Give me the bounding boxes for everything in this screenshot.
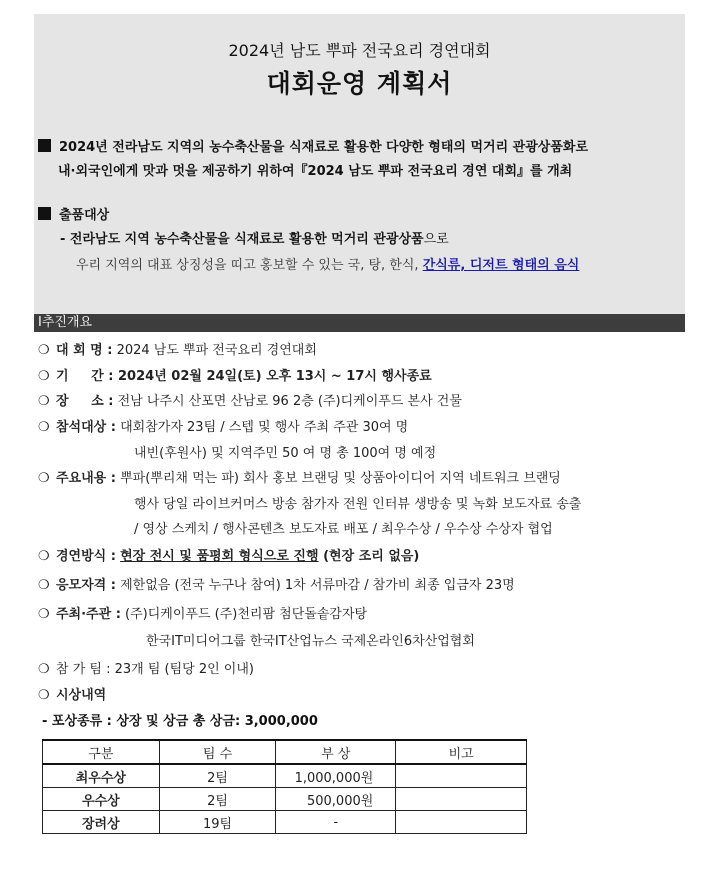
document-title: 대회운영 계획서 (266, 69, 453, 98)
prize-summary: - 포상종류 : 상장 및 상금 총 상금: 3,000,000 (42, 714, 318, 729)
square-bullet-icon (38, 139, 51, 152)
table-cell: - (276, 811, 396, 834)
item-host: ❍ 주최·주관 : (주)디케이푸드 (주)천리팜 첨단돌솥감자탕 (38, 607, 368, 622)
awards-table (42, 739, 527, 834)
table-header-cell: 비고 (396, 740, 527, 764)
item-host-cont: 한국IT미디어그룹 한국IT산업뉴스 국제온라인6차산업협회 (146, 634, 475, 649)
intro-line-1: 2024년 전라남도 지역의 농수축산물을 식재료로 활용한 다양한 형태의 먹거리 관광상품화로 (59, 140, 589, 155)
table-cell: 1,000,000원 (276, 764, 396, 788)
target-heading: 출품대상 (38, 204, 109, 223)
header-box (34, 14, 685, 314)
table-cell: 장려상 (43, 811, 160, 834)
item-method: ❍ 경연방식 : 현장 전시 및 품평회 형식으로 진행 (현장 조리 없음) (38, 549, 420, 564)
item-attendees: ❍ 참석대상 : 대회참가자 23팀 / 스텝 및 행사 주최 주관 30여 명 (38, 420, 409, 435)
table-header-row (43, 740, 527, 764)
table-row (43, 788, 527, 811)
square-bullet-icon (38, 207, 51, 220)
target-line-2: 우리 지역의 대표 상징성을 띠고 홍보할 수 있는 국, 탕, 한식, 간식류, 디저트 형태의 음식 (76, 258, 580, 273)
item-place: ❍ 장 소 : 전남 나주시 산포면 산남로 96 2층 (주)디케이푸드 본사 건물 (38, 394, 462, 409)
table-cell: 500,000원 (276, 788, 396, 811)
item-event-name: ❍ 대 회 명 : 2024 남도 뿌파 전국요리 경연대회 (38, 343, 317, 358)
item-awards: ❍ 시상내역 (38, 688, 107, 703)
table-cell (396, 764, 527, 788)
table-cell: 19팀 (159, 811, 276, 834)
circle-bullet-icon: ❍ (38, 420, 50, 435)
circle-bullet-icon: ❍ (38, 662, 50, 677)
table-cell (396, 788, 527, 811)
intro-paragraph (38, 136, 686, 184)
circle-bullet-icon: ❍ (38, 549, 50, 564)
table-row (43, 811, 527, 834)
circle-bullet-icon: ❍ (38, 688, 50, 703)
target-suffix: 으로 (423, 232, 449, 247)
table-cell: 우수상 (43, 788, 160, 811)
circle-bullet-icon: ❍ (38, 394, 50, 409)
item-qualification: ❍ 응모자격 : 제한없음 (전국 누구나 참여) 1차 서류마감 / 참가비 최종 입금자 23명 (38, 578, 515, 593)
circle-bullet-icon: ❍ (38, 471, 50, 486)
table-header-cell: 팀 수 (159, 740, 276, 764)
table-cell: 최우수상 (43, 764, 160, 788)
target-highlight: 간식류, 디저트 형태의 음식 (422, 258, 580, 273)
table-row (43, 764, 527, 788)
table-cell: 2팀 (159, 788, 276, 811)
section-title: Ⅰ추진개요 (34, 314, 685, 332)
circle-bullet-icon: ❍ (38, 369, 50, 384)
item-content-cont-1: 행사 당일 라이브커머스 방송 참가자 전원 인터뷰 생방송 및 녹화 보도자료 송출 (134, 497, 582, 512)
circle-bullet-icon: ❍ (38, 343, 50, 358)
method-underlined: 현장 전시 및 품평회 형식으로 진행 (120, 549, 319, 564)
table-header-cell: 부 상 (276, 740, 396, 764)
item-date: ❍ 기 간 : 2024년 02월 24일(토) 오후 13시 ~ 17시 행사종료 (38, 369, 432, 384)
circle-bullet-icon: ❍ (38, 578, 50, 593)
item-content: ❍ 주요내용 : 뿌파(뿌리채 먹는 파) 회사 홍보 브랜딩 및 상품아이디어 지역 네트워크 브랜딩 (38, 471, 561, 486)
table-cell (396, 811, 527, 834)
intro-line-2: 내·외국인에게 맛과 멋을 제공하기 위하여『2024 남도 뿌파 전국요리 경연 대회』를 개최 (58, 164, 573, 179)
item-teams: ❍ 참 가 팀 : 23개 팀 (팀당 2인 이내) (38, 662, 254, 677)
table-header-cell: 구분 (43, 740, 160, 764)
item-attendees-cont: 내빈(후원사) 및 지역주민 50 여 명 총 100여 명 예정 (134, 446, 437, 461)
target-bold-text: - 전라남도 지역 농수축산물을 식재료로 활용한 먹거리 관광상품 (60, 232, 424, 247)
event-subtitle: 2024년 남도 뿌파 전국요리 경연대회 (228, 41, 491, 60)
table-cell: 2팀 (159, 764, 276, 788)
circle-bullet-icon: ❍ (38, 607, 50, 622)
item-content-cont-2: / 영상 스케치 / 행사콘텐츠 보도자료 배포 / 최우수상 / 우수상 수상자 협업 (134, 522, 553, 537)
target-line-1 (60, 228, 449, 247)
